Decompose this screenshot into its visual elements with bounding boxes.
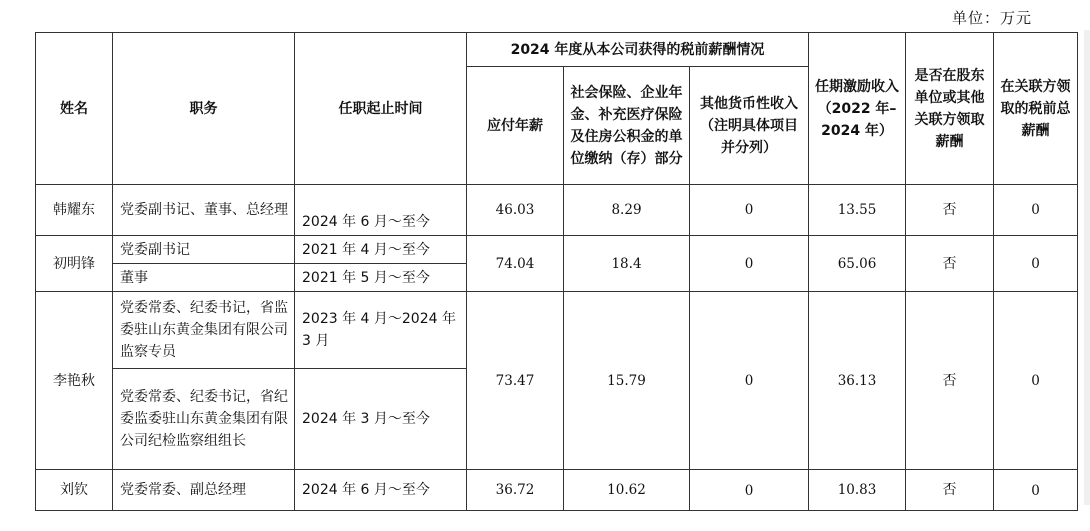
- header-social: 社会保险、企业年金、补充医疗保险及住房公积金的单位缴纳（存）部分: [564, 67, 690, 185]
- cell-payable: 74.04: [467, 236, 564, 292]
- header-row: [36, 33, 1078, 67]
- salary-table: [35, 32, 1078, 511]
- table-row: [36, 470, 1078, 511]
- cell-position: 党委副书记: [113, 236, 295, 264]
- header-position: 职务: [113, 33, 295, 185]
- cell-social: 10.62: [564, 470, 690, 511]
- scrollbar[interactable]: [1084, 30, 1090, 505]
- cell-incentive: 65.06: [809, 236, 906, 292]
- cell-related-total: 0: [994, 185, 1078, 236]
- cell-social: 15.79: [564, 292, 690, 470]
- cell-related: 否: [906, 292, 994, 470]
- cell-term: 2024 年 6 月～至今: [295, 185, 467, 236]
- cell-position: 董事: [113, 264, 295, 292]
- cell-related-total: 0: [994, 236, 1078, 292]
- cell-other: 0: [690, 236, 809, 292]
- cell-position: 党委常委、副总经理: [113, 470, 295, 511]
- table-row: [36, 236, 1078, 264]
- cell-position: 党委常委、纪委书记，省纪委监委驻山东黄金集团有限公司纪检监察组组长: [113, 369, 295, 470]
- header-term: 任职起止时间: [295, 33, 467, 185]
- cell-payable: 36.72: [467, 470, 564, 511]
- header-name: 姓名: [36, 33, 113, 185]
- cell-related: 否: [906, 470, 994, 511]
- header-other: 其他货币性收入（注明具体项目并分列）: [690, 67, 809, 185]
- cell-position: 党委常委、纪委书记，省监委驻山东黄金集团有限公司监察专员: [113, 292, 295, 369]
- cell-name: 刘钦: [36, 470, 113, 511]
- cell-social: 8.29: [564, 185, 690, 236]
- cell-incentive: 13.55: [809, 185, 906, 236]
- cell-social: 18.4: [564, 236, 690, 292]
- cell-related-total: 0: [994, 292, 1078, 470]
- cell-payable: 73.47: [467, 292, 564, 470]
- cell-related-total: 0: [994, 470, 1078, 511]
- cell-term: 2024 年 3 月～至今: [295, 369, 467, 470]
- cell-other: 0: [690, 292, 809, 470]
- header-payable: 应付年薪: [467, 67, 564, 185]
- header-group: 2024 年度从本公司获得的税前薪酬情况: [467, 33, 809, 67]
- header-related-total: 在关联方领取的税前总薪酬: [994, 33, 1078, 185]
- header-related: 是否在股东单位或其他关联方领取薪酬: [906, 33, 994, 185]
- cell-payable: 46.03: [467, 185, 564, 236]
- header-incentive: 任期激励收入（2022 年–2024 年）: [809, 33, 906, 185]
- cell-other: 0: [690, 470, 809, 511]
- cell-name: 李艳秋: [36, 292, 113, 470]
- cell-incentive: 36.13: [809, 292, 906, 470]
- table-row: [36, 292, 1078, 369]
- cell-related: 否: [906, 236, 994, 292]
- cell-other: 0: [690, 185, 809, 236]
- cell-term: 2021 年 4 月～至今: [295, 236, 467, 264]
- cell-term: 2021 年 5 月～至今: [295, 264, 467, 292]
- cell-term: 2024 年 6 月～至今: [295, 470, 467, 511]
- table-row: [36, 185, 1078, 236]
- cell-related: 否: [906, 185, 994, 236]
- unit-label: 单位：万元: [952, 9, 1033, 27]
- cell-position: 党委副书记、董事、总经理: [113, 185, 295, 236]
- cell-name: 初明锋: [36, 236, 113, 292]
- cell-term: 2023 年 4 月～2024 年 3 月: [295, 292, 467, 369]
- cell-incentive: 10.83: [809, 470, 906, 511]
- cell-name: 韩耀东: [36, 185, 113, 236]
